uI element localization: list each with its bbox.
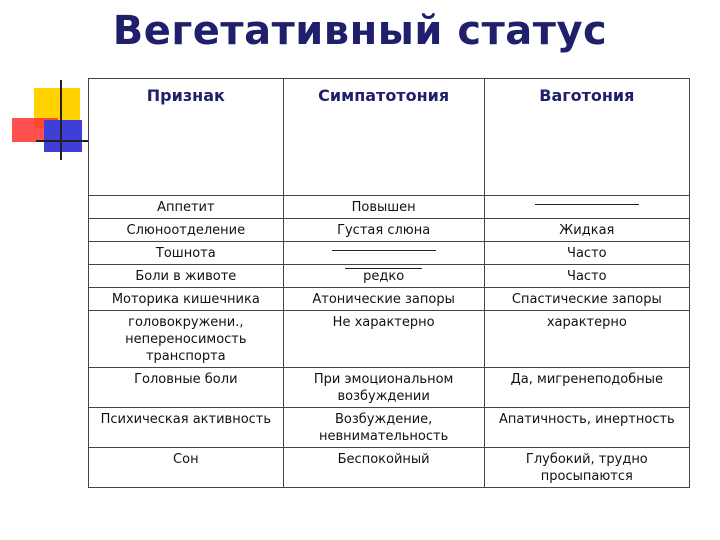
table-row xyxy=(89,219,690,242)
empty-value-line xyxy=(535,204,639,205)
cell-sympath: Повышен xyxy=(283,196,484,219)
table-row xyxy=(89,288,690,311)
cell-sign: Тошнота xyxy=(89,242,284,265)
cell-vagot: Часто xyxy=(484,242,689,265)
table-row xyxy=(89,311,690,368)
decor-blue-square xyxy=(44,120,82,152)
cell-sign: головокружени., непереносимость транспорта xyxy=(89,311,284,368)
cell-sympath: Беспокойный xyxy=(283,448,484,488)
table-row xyxy=(89,448,690,488)
cell-vagot: характерно xyxy=(484,311,689,368)
cell-sympath: Атонические запоры xyxy=(283,288,484,311)
header-sign: Признак xyxy=(89,79,284,196)
cell-sympath: Густая слюна xyxy=(283,219,484,242)
cell-sign: Аппетит xyxy=(89,196,284,219)
empty-value-line xyxy=(332,250,436,251)
cell-sympath: Не характерно xyxy=(283,311,484,368)
table-row xyxy=(89,368,690,408)
cell-sign: Сон xyxy=(89,448,284,488)
cell-sympath: Возбуждение, невнимательность xyxy=(283,408,484,448)
cell-sign: Психическая активность xyxy=(89,408,284,448)
header-vagotonia: Ваготония xyxy=(484,79,689,196)
cell-sympath: При эмоциональном возбуждении xyxy=(283,368,484,408)
cell-sign: Головные боли xyxy=(89,368,284,408)
cell-sign: Моторика кишечника xyxy=(89,288,284,311)
table-header-row xyxy=(89,79,690,196)
table-row xyxy=(89,196,690,219)
cell-sign: Слюноотделение xyxy=(89,219,284,242)
cell-vagot xyxy=(484,196,689,219)
table-row xyxy=(89,408,690,448)
decor-horizontal-line xyxy=(36,140,88,142)
cell-sympath xyxy=(283,265,484,288)
cell-vagot: Жидкая xyxy=(484,219,689,242)
cell-vagot: Глубокий, трудно просыпаются xyxy=(484,448,689,488)
cell-vagot: Спастические запоры xyxy=(484,288,689,311)
vegetative-status-table xyxy=(88,78,690,488)
table-row xyxy=(89,265,690,288)
cell-sympath xyxy=(283,242,484,265)
cell-sign: Боли в животе xyxy=(89,265,284,288)
cell-vagot: Да, мигренеподобные xyxy=(484,368,689,408)
header-sympathotonia: Симпатотония xyxy=(283,79,484,196)
cell-vagot: Часто xyxy=(484,265,689,288)
decor-vertical-line xyxy=(60,80,62,160)
cell-sympath-value: редко xyxy=(345,268,422,284)
table-row xyxy=(89,242,690,265)
cell-vagot: Апатичность, инертность xyxy=(484,408,689,448)
slide-title: Вегетативный статус xyxy=(112,8,608,54)
